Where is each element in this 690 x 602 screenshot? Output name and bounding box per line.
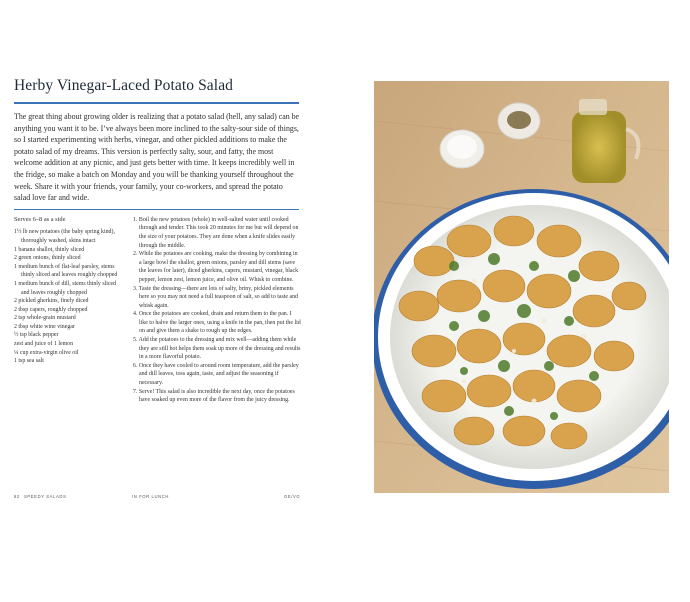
ingredient-item: zest and juice of 1 lemon xyxy=(14,341,74,348)
footer-subsection: IN FOR LUNCH xyxy=(132,494,169,499)
title-rule xyxy=(14,102,299,104)
method-steps xyxy=(133,216,301,405)
recipe-page xyxy=(14,76,304,506)
ingredient-item: 1 tsp sea salt xyxy=(14,358,44,365)
footer-brand: GE/VG xyxy=(284,494,301,499)
ingredient-item: 1 medium bunch of dill, stems thinly sliced and leaves roughly chopped xyxy=(14,280,117,296)
photo-illustration xyxy=(374,81,669,493)
method-step: 5. Add the potatoes to the dressing and mix well—adding them while they are still hot helps them soak up more of the dressing and results in a more flavorful potato. xyxy=(133,337,301,361)
method-step: 3. Taste the dressing—there are lots of salty, briny, pickled elements here so you may not need a full teaspoon of salt, so add to taste and whisk again. xyxy=(133,285,299,309)
page-number: 82 xyxy=(14,494,20,499)
recipe-title: Herby Vinegar-Laced Potato Salad xyxy=(14,77,234,94)
ingredient-item: 1½ lb new potatoes (the baby spring kind), thoroughly washed, skins intact xyxy=(14,229,115,244)
method-step: 4. Once the potatoes are cooked, drain and return them to the pan. I like to halve the larger ones, using a knife in the pan, then put the lid on and give them a shake to rough up the edges. xyxy=(133,311,301,335)
ingredient-item: 2 pickled gherkins, finely diced xyxy=(14,298,89,305)
method-step: 1. Boil the new potatoes (whole) in well-salted water until cooked through and tender. This took 20 minutes for me but will depend on the size of your potatoes. They are done when a knife slides easily through the middle. xyxy=(133,216,299,249)
footer-section: SPEEDY SALADS xyxy=(24,494,67,499)
ingredients-list xyxy=(14,216,124,366)
ingredient-item: 2 tbsp capers, roughly chopped xyxy=(14,306,88,313)
method-step: 6. Once they have cooled to around room temperature, add the parsley and dill leaves, toss again, taste, and adjust the seasoning if necessary. xyxy=(133,362,299,387)
ingredient-item: 2 tbsp white wine vinegar xyxy=(14,323,75,330)
serves-line: Serves 6–8 as a side xyxy=(14,215,66,223)
ingredient-item: 2 tsp whole-grain mustard xyxy=(14,315,76,322)
page-footer xyxy=(14,494,304,504)
ingredient-item: 1 banana shallot, thinly sliced xyxy=(14,246,85,253)
ingredient-item: ¼ cup extra-virgin olive oil xyxy=(14,349,79,356)
intro-rule xyxy=(14,209,299,210)
ingredient-item: 2 green onions, thinly sliced xyxy=(14,255,81,262)
method-step: 7. Serve! This salad is also incredible the next day, once the potatoes have soaked up even more of the flavor from the juicy dressing. xyxy=(133,388,295,404)
ingredient-item: ½ tsp black pepper xyxy=(14,332,59,339)
method-step: 2. While the potatoes are cooking, make the dressing by combining in a large bowl the shallot, green onions, parsley and dill stems (save the leaves for later), diced gherkins, capers, mustard, vinegar, black pepper, lemon zest, lemon juice, and olive oil. Whisk to combine. xyxy=(133,251,299,283)
ingredient-item: 1 medium bunch of flat-leaf parsley, stems thinly sliced and leaves roughly chopped xyxy=(14,263,118,279)
potato-salad-photo xyxy=(374,81,669,493)
recipe-intro: The great thing about growing older is realizing that a potato salad (hell, any salad) can be anything you want it to be. I’ve always been more inclined to the salty-sour side of things, so I started experimenting with herbs, vinegar, and other pickled additions to make the potato salad of my dreams. This version is perfectly salty, sour, and fatty, the most welcome addition at any picnic, and just gets better with time. It keeps incredibly well in the fridge, so make a batch on Monday and you will be thanking yourself throughout the week. Share it with your friends, your family, your co-workers, and spread the potato salad love far and wide. xyxy=(14,112,300,203)
